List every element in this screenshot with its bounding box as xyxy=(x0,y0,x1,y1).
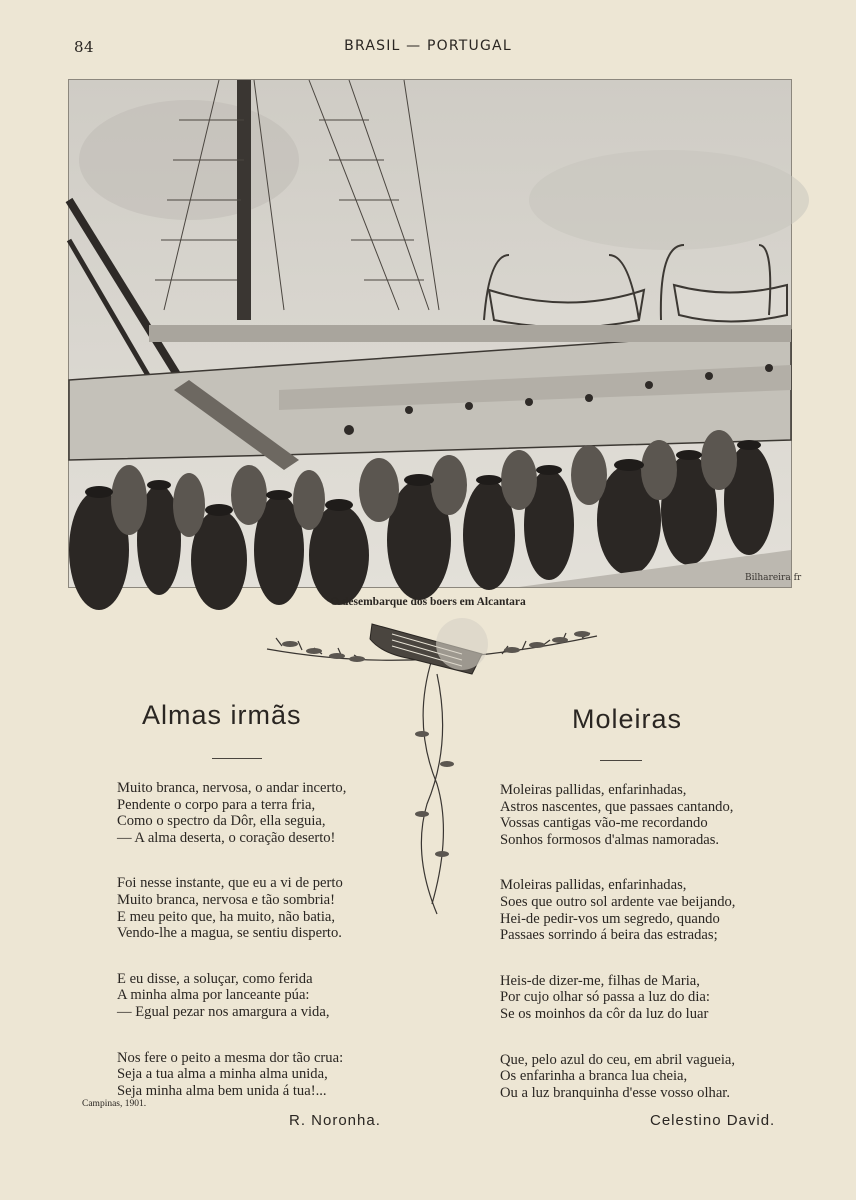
stanza xyxy=(117,875,387,941)
verse-line: Seja a tua alma a minha alma unida, xyxy=(117,1066,328,1083)
verse-line: — A alma deserta, o coração deserto! xyxy=(117,829,336,846)
verse-line: A minha alma por lanceante púa: xyxy=(117,987,310,1004)
author-signature-left: R. Noronha. xyxy=(289,1112,381,1129)
verse-line: Heis-de dizer-me, filhas de Maria, xyxy=(500,972,700,989)
verse-line: Sonhos formosos d'almas namoradas. xyxy=(500,831,720,848)
verse-line: Moleiras pallidas, enfarinhadas, xyxy=(500,782,687,798)
stanza xyxy=(117,780,387,846)
verse-line: Se os moinhos da côr da luz do luar xyxy=(500,1005,709,1022)
illustration-caption: O desembarque dos boers em Alcantara xyxy=(330,596,526,608)
page-number: 84 xyxy=(74,38,95,56)
stanza xyxy=(500,1052,770,1102)
title-rule-left xyxy=(212,758,262,759)
title-rule-right xyxy=(600,760,642,761)
verse-line: Os enfarinha a branca lua cheia, xyxy=(500,1068,688,1085)
verse-line: Como o spectro da Dôr, ella seguia, xyxy=(117,813,326,830)
poem-almas-irmas xyxy=(117,780,387,1128)
verse-line: Muito branca, nervosa e tão sombria! xyxy=(117,891,336,908)
verse-line: Vendo-lhe a magua, se sentiu disperto. xyxy=(117,925,342,942)
stanza xyxy=(117,1050,387,1100)
ship-disembarkation-drawing xyxy=(69,80,802,587)
verse-line: Nos fere o peito a mesma dor tão crua: xyxy=(117,1049,344,1066)
poem-title-moleiras: Moleiras xyxy=(572,704,683,734)
verse-line: Foi nesse instante, que eu a vi de perto xyxy=(117,875,343,892)
verse-line: Passaes sorrindo á beira das estradas; xyxy=(500,927,718,944)
verse-line: Que, pelo azul do ceu, em abril vagueia, xyxy=(500,1051,736,1068)
artist-signature: Bilhareira fr xyxy=(745,573,802,583)
verse-line: E meu peito que, ha muito, não batia, xyxy=(117,908,336,925)
verse-line: Ou a luz branquinha d'esse vosso olhar. xyxy=(500,1084,731,1101)
ship-illustration xyxy=(68,79,802,588)
verse-line: Pendente o corpo para a terra fria, xyxy=(117,796,316,813)
verse-line: Astros nascentes, que passaes cantando, xyxy=(500,798,734,815)
stanza xyxy=(500,877,770,943)
verse-line: Moleiras pallidas, enfarinhadas, xyxy=(500,877,687,894)
poem-title-almas-irmas: Almas irmãs xyxy=(142,700,302,730)
verse-line: Vossas cantigas vão-me recordando xyxy=(500,815,708,832)
verse-line: — Egual pezar nos amargura a vida, xyxy=(117,1003,330,1020)
running-title: BRASIL — PORTUGAL xyxy=(344,38,512,54)
stanza xyxy=(117,971,387,1021)
verse-line: Muito branca, nervosa, o andar incerto, xyxy=(117,780,347,796)
stanza xyxy=(500,782,770,848)
poem-moleiras xyxy=(500,782,770,1130)
verse-line: E eu disse, a soluçar, como ferida xyxy=(117,970,313,987)
author-signature-right: Celestino David. xyxy=(650,1112,776,1129)
verse-line: Hei-de pedir-vos um segredo, quando xyxy=(500,910,720,927)
verse-line: Soes que outro sol ardente vae beijando, xyxy=(500,893,736,910)
stanza xyxy=(500,973,770,1023)
verse-line: Por cujo olhar só passa a luz do dia: xyxy=(500,989,710,1006)
place-date: Campinas, 1901. xyxy=(82,1099,147,1109)
verse-line: Seja minha alma bem unida á tua!... xyxy=(117,1082,327,1099)
